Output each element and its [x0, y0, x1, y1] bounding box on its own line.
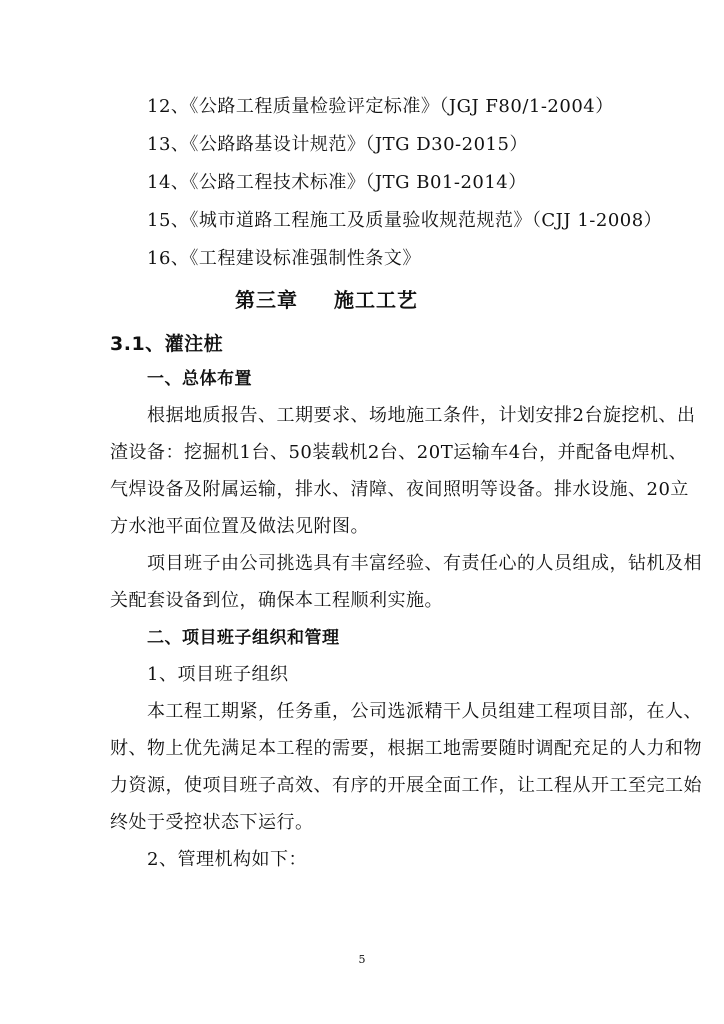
paragraph-line: 项目班子由公司挑选具有丰富经验、有责任心的人员组成，钻机及相	[147, 553, 702, 574]
paragraph-line: 本工程工期紧，任务重，公司选派精干人员组建工程项目部，在人、	[147, 701, 702, 722]
reference-item: 13、《公路路基设计规范》（JTG D30-2015）	[147, 134, 528, 155]
paragraph-line: 渣设备：挖掘机1台、50装载机2台、20T运输车4台，并配备电焊机、	[110, 442, 688, 463]
reference-item: 14、《公路工程技术标准》（JTG B01-2014）	[147, 172, 527, 193]
subsection-heading: 二、项目班子组织和管理	[147, 628, 340, 648]
paragraph-line: 财、物上优先满足本工程的需要，根据工地需要随时调配充足的人力和物	[110, 738, 702, 759]
chapter-heading	[235, 288, 418, 312]
chapter-title: 施工工艺	[334, 288, 418, 312]
paragraph-line: 力资源，使项目班子高效、有序的开展全面工作，让工程从开工至完工始	[110, 775, 702, 796]
paragraph-line: 方水池平面位置及做法见附图。	[110, 516, 369, 537]
page-number: 5	[358, 953, 366, 966]
paragraph-line: 根据地质报告、工期要求、场地施工条件，计划安排2台旋挖机、出	[147, 405, 696, 426]
list-item: 2、管理机构如下：	[147, 849, 307, 870]
paragraph-line: 气焊设备及附属运输，排水、清障、夜间照明等设备。排水设施、20立	[110, 479, 689, 500]
chapter-number: 第三章	[235, 288, 298, 312]
list-item: 1、项目班子组织	[147, 664, 289, 685]
reference-item: 16、《工程建设标准强制性条文》	[147, 248, 421, 269]
section-heading: 3.1、灌注桩	[110, 333, 224, 355]
paragraph-line: 终处于受控状态下运行。	[110, 812, 314, 833]
reference-item: 15、《城市道路工程施工及质量验收规范规范》（CJJ 1-2008）	[147, 210, 663, 231]
reference-item: 12、《公路工程质量检验评定标准》（JGJ F80/1-2004）	[147, 96, 614, 117]
subsection-heading: 一、总体布置	[147, 369, 252, 389]
paragraph-line: 关配套设备到位，确保本工程顺利实施。	[110, 590, 443, 611]
